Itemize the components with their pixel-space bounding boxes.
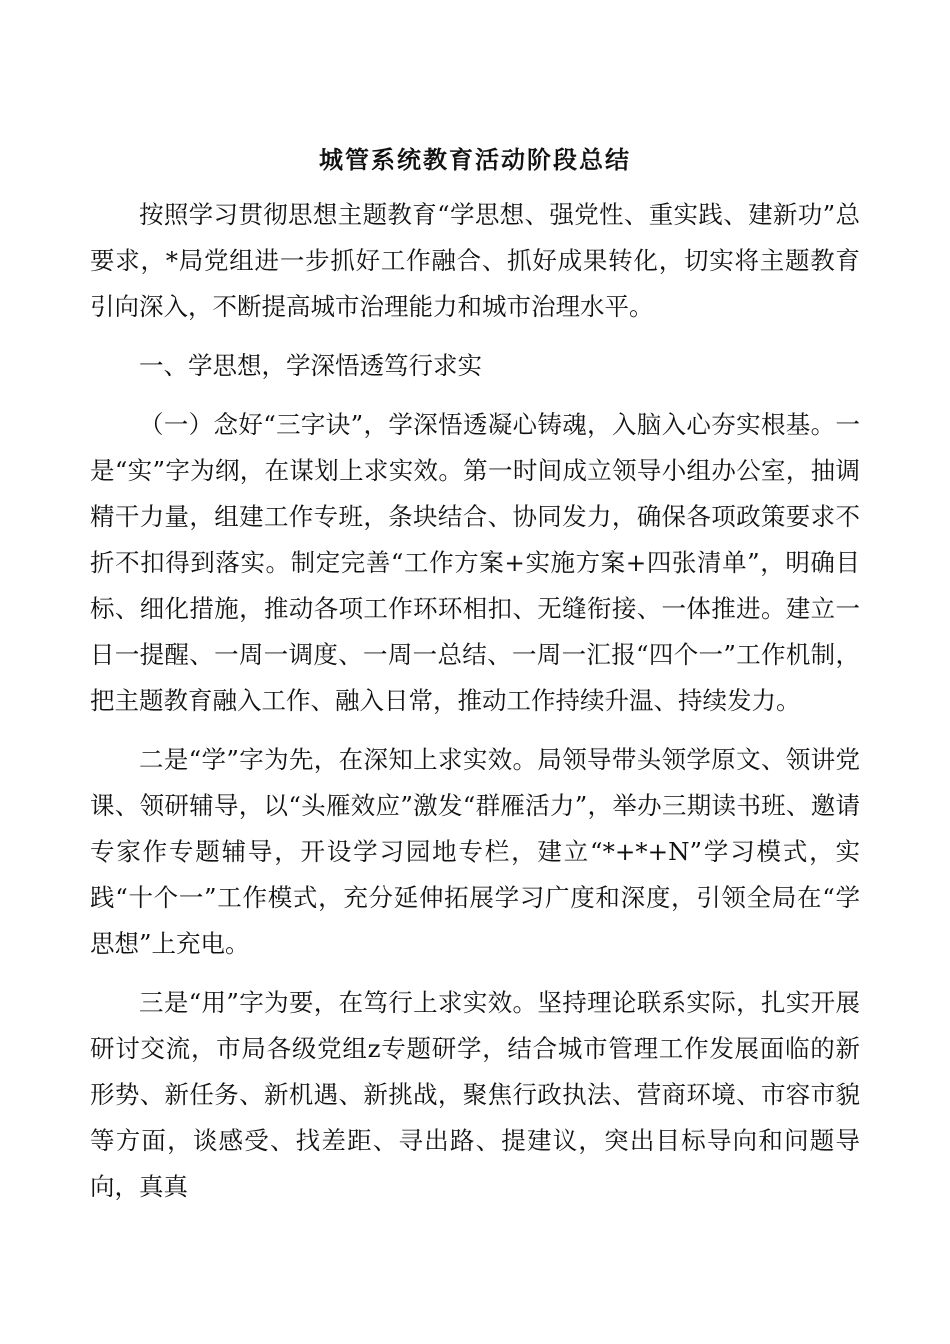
section-heading-1: 一、学思想，学深悟透笃行求实 bbox=[139, 351, 482, 380]
paragraph-item-2: 二是“学”字为先，在深知上求实效。局领导带头领学原文、领讲党课、领研辅导，以“头雁效应”激发“群雁活力”，举办三期读书班、邀请专家作专题辅导，开设学习园地专栏，建立“*+*+N”学习模式，实践“十个一”工作模式，充分延伸拓展学习广度和深度，引领全局在“学思想”上充电。 bbox=[90, 745, 860, 958]
paragraph-subsection-1: （一）念好“三字诀”，学深悟透凝心铸魂，入脑入心夯实根基。一是“实”字为纲，在谋划上求实效。第一时间成立领导小组办公室，抽调精干力量，组建工作专班，条块结合、协同发力，确保各项政策要求不折不扣得到落实。制定完善“工作方案+实施方案+四张清单”，明确目标、细化措施，推动各项工作环环相扣、无缝衔接、一体推进。建立一日一提醒、一周一调度、一周一总结、一周一汇报“四个一”工作机制，把主题教育融入工作、融入日常，推动工作持续升温、持续发力。 bbox=[90, 410, 860, 715]
paragraph-item-3: 三是“用”字为要，在笃行上求实效。坚持理论联系实际，扎实开展研讨交流，市局各级党组z专题研学，结合城市管理工作发展面临的新形势、新任务、新机遇、新挑战，聚焦行政执法、营商环境、市容市貌等方面，谈感受、找差距、寻出路、提建议，突出目标导向和问题导向，真真 bbox=[90, 988, 860, 1201]
document-title: 城管系统教育活动阶段总结 bbox=[319, 145, 631, 174]
paragraph-intro: 按照学习贯彻思想主题教育“学思想、强党性、重实践、建新功”总要求，*局党组进一步抓好工作融合、抓好成果转化，切实将主题教育引向深入，不断提高城市治理能力和城市治理水平。 bbox=[90, 200, 860, 321]
document-body bbox=[90, 192, 860, 1223]
